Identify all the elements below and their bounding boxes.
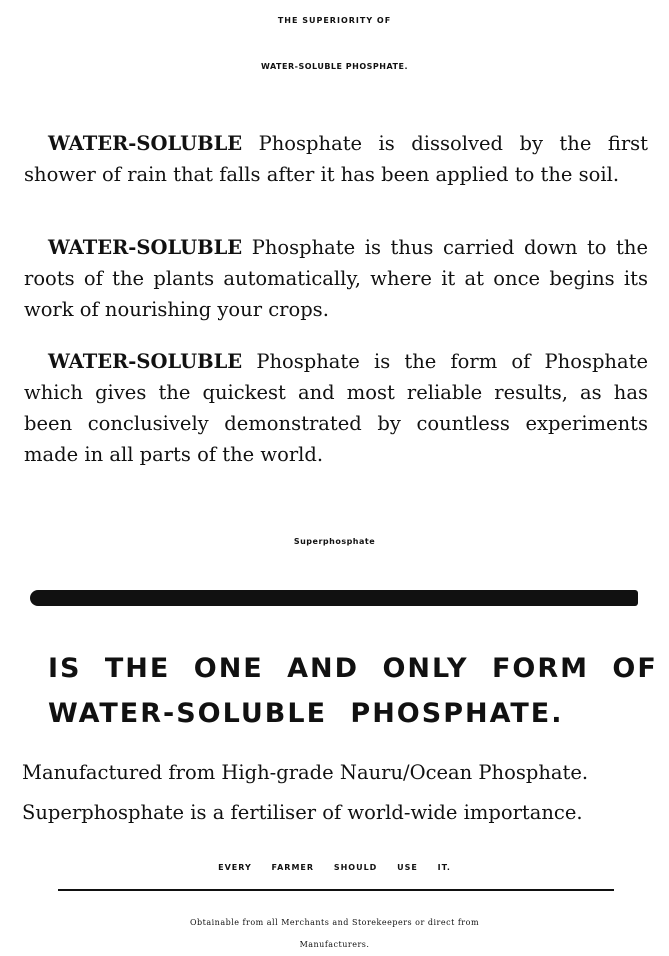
claim-line-2: WATER-SOLUBLE PHOSPHATE. <box>48 698 564 729</box>
paragraph-lead: WATER-SOLUBLE <box>48 350 243 373</box>
footer-line-2: Manufacturers. <box>299 940 370 949</box>
headline-line-2: WATER-SOLUBLE PHOSPHATE. <box>261 62 408 71</box>
paragraph-roots <box>24 232 648 325</box>
paragraph-body: Phosphate is the form of Phosphate which gives the quickest and most reliable results, as has been conclusively demonstrated by countless experiments made in all parts of the world. <box>24 350 648 466</box>
manufactured-line-1: Manufactured from High-grade Nauru/Ocean Phosphate. <box>22 761 589 784</box>
claim-line-1: IS THE ONE AND ONLY FORM OF <box>48 653 658 684</box>
paragraph-lead: WATER-SOLUBLE <box>48 236 243 259</box>
paragraph-body: Phosphate is dissolved by the first shower of rain that falls after it has been applied to the soil. <box>24 132 648 186</box>
slogan-underline <box>58 889 614 891</box>
footer-line-1: Obtainable from all Merchants and Storekeepers or direct from <box>189 918 480 927</box>
paragraph-lead: WATER-SOLUBLE <box>48 132 243 155</box>
brand-underline <box>30 590 638 606</box>
brand-title: Superphosphate <box>293 537 376 546</box>
manufactured-line-2: Superphosphate is a fertiliser of world-wide importance. <box>22 801 583 824</box>
slogan: EVERY FARMER SHOULD USE IT. <box>218 863 451 872</box>
headline-line-1: THE SUPERIORITY OF <box>277 16 392 25</box>
paragraph-dissolved <box>24 128 648 190</box>
paragraph-results <box>24 346 648 470</box>
paragraph-body: Phosphate is thus carried down to the roots of the plants automatically, where it at once begins its work of nourishing your crops. <box>24 236 648 321</box>
